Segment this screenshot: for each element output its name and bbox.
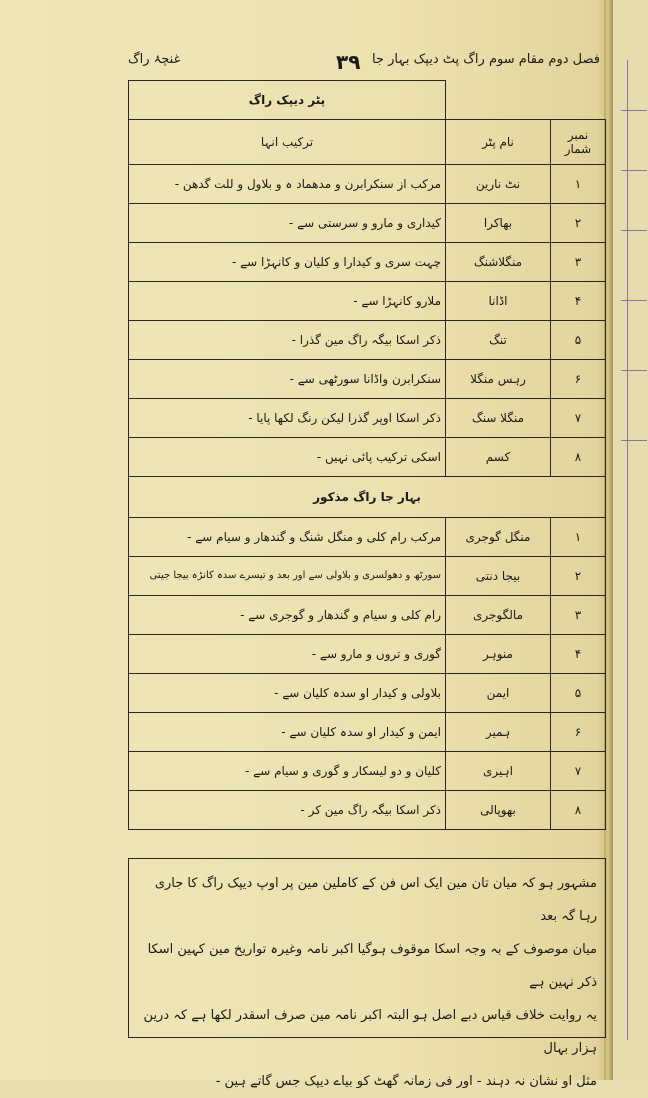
- row-number: ۶: [551, 712, 606, 751]
- table-row: [129, 398, 606, 437]
- row-number: ۵: [551, 320, 606, 359]
- row-name: منوہر: [446, 634, 551, 673]
- row-name: رہس منگلا: [446, 359, 551, 398]
- row-desc: ذکر اسکا بیگہ راگ مین گذرا -: [129, 320, 446, 359]
- col-name-header: نام پٹر: [446, 119, 551, 164]
- note-line: یہ روایت خلاف قیاس دبے اصل ہو البتہ اکبر نامہ مین صرف اسقدر لکھا ہے کہ درین ہزار بہال: [143, 1008, 597, 1056]
- col-number-header: نمبر شمار: [551, 119, 606, 164]
- table-row: [129, 517, 606, 556]
- row-desc: گوری و تروں و مارو سے -: [129, 634, 446, 673]
- row-desc: ذکر اسکا اوپر گذرا لیکن رنگ لکھا پایا -: [129, 398, 446, 437]
- row-name: منگلا سنگ: [446, 398, 551, 437]
- row-name: بھوپالی: [446, 790, 551, 829]
- table-row: [129, 281, 606, 320]
- running-header-right: فصل دوم مقام سوم راگ پٹ دیپک بہار جا: [371, 52, 600, 67]
- row-name: ہمیر: [446, 712, 551, 751]
- row-number: ۷: [551, 398, 606, 437]
- row-desc: کلیان و دو لیسکار و گوری و سیام سے -: [129, 751, 446, 790]
- row-number: ۴: [551, 281, 606, 320]
- row-name: اڈانا: [446, 281, 551, 320]
- table-row: [129, 320, 606, 359]
- table-row: [129, 359, 606, 398]
- table-row: [129, 634, 606, 673]
- raga-table: [128, 80, 606, 830]
- note-line: مشہور ہو کہ میان تان مین ایک اس فن کے کاملین مین پر اوپ دیپک راگ کا جاری رہا گہ بعد: [154, 876, 597, 924]
- row-number: ۵: [551, 673, 606, 712]
- footnote-paragraph: [128, 858, 606, 1089]
- page-number: ۳۹: [336, 50, 361, 74]
- row-desc: کیداری و مارو و سرستی سے -: [129, 203, 446, 242]
- table-row: [129, 437, 606, 476]
- row-number: ۱: [551, 517, 606, 556]
- row-number: ۶: [551, 359, 606, 398]
- row-desc: بلاولی و کیدار او سدہ کلیان سے -: [129, 673, 446, 712]
- row-desc: سنکرابرن واڈانا سورٹھی سے -: [129, 359, 446, 398]
- table-row: [129, 673, 606, 712]
- row-desc: ایمن و کیدار او سدہ کلیان سے -: [129, 712, 446, 751]
- row-name: ایمن: [446, 673, 551, 712]
- table-row: [129, 556, 606, 595]
- row-name: بھاکرا: [446, 203, 551, 242]
- row-desc: اسکی ترکیب پائی نہیں -: [129, 437, 446, 476]
- row-desc: ذکر اسکا بیگہ راگ مین کر -: [129, 790, 446, 829]
- col-desc-header: ترکیب انہا: [129, 119, 446, 164]
- row-name: منگل گوجری: [446, 517, 551, 556]
- row-number: ۲: [551, 556, 606, 595]
- table-row: [129, 595, 606, 634]
- row-number: ۸: [551, 437, 606, 476]
- row-desc: چہت سری و کیدارا و کلیان و کانہڑا سے -: [129, 242, 446, 281]
- row-name: منگلاشنگ: [446, 242, 551, 281]
- row-name: بیجا دنتی: [446, 556, 551, 595]
- row-name: نٹ نارین: [446, 164, 551, 203]
- row-number: ۸: [551, 790, 606, 829]
- row-number: ۲: [551, 203, 606, 242]
- row-number: ۳: [551, 595, 606, 634]
- table-row: [129, 242, 606, 281]
- table-row: [129, 712, 606, 751]
- table-row: [129, 751, 606, 790]
- running-header-left: غنچۂ راگ: [128, 52, 181, 67]
- row-number: ۷: [551, 751, 606, 790]
- row-desc: ملارو کانہڑا سے -: [129, 281, 446, 320]
- row-desc: رام کلی و سیام و گندھار و گوجری سے -: [129, 595, 446, 634]
- adjacent-page-edge: [612, 0, 648, 1080]
- table1-title: پٹر دیپک راگ: [129, 81, 446, 120]
- row-number: ۴: [551, 634, 606, 673]
- row-number: ۱: [551, 164, 606, 203]
- row-name: اہیری: [446, 751, 551, 790]
- table2-title: بہار جا راگ مذکور: [129, 476, 606, 517]
- row-name: تنگ: [446, 320, 551, 359]
- note-line: مثل او نشان نہ دہند - اور فی زمانہ گھٹ کو بیاے دیپک جس گاتے ہین -: [215, 1074, 597, 1089]
- table-row: [129, 203, 606, 242]
- row-name: کسم: [446, 437, 551, 476]
- row-desc: مرکب از سنکرابرن و مدھماد ہ و بلاول و للت گدھن -: [129, 164, 446, 203]
- row-number: ۳: [551, 242, 606, 281]
- note-line: میان موصوف کے بہ وجہ اسکا موقوف ہوگیا اکبر نامہ وغیرہ تواریخ مین کہین اسکا ذکر نہین ہے: [147, 942, 597, 990]
- row-name: مالگوجری: [446, 595, 551, 634]
- table-row: [129, 790, 606, 829]
- row-desc: مرکب رام کلی و منگل شنگ و گندھار و سیام سے -: [129, 517, 446, 556]
- table-header-row: [129, 119, 606, 164]
- table-row: [129, 164, 606, 203]
- row-desc: سورٹھ و دھولسری و بلاولی سے اور بعد و تیسرے سدہ کانڑہ بیجا جیتی: [129, 556, 446, 595]
